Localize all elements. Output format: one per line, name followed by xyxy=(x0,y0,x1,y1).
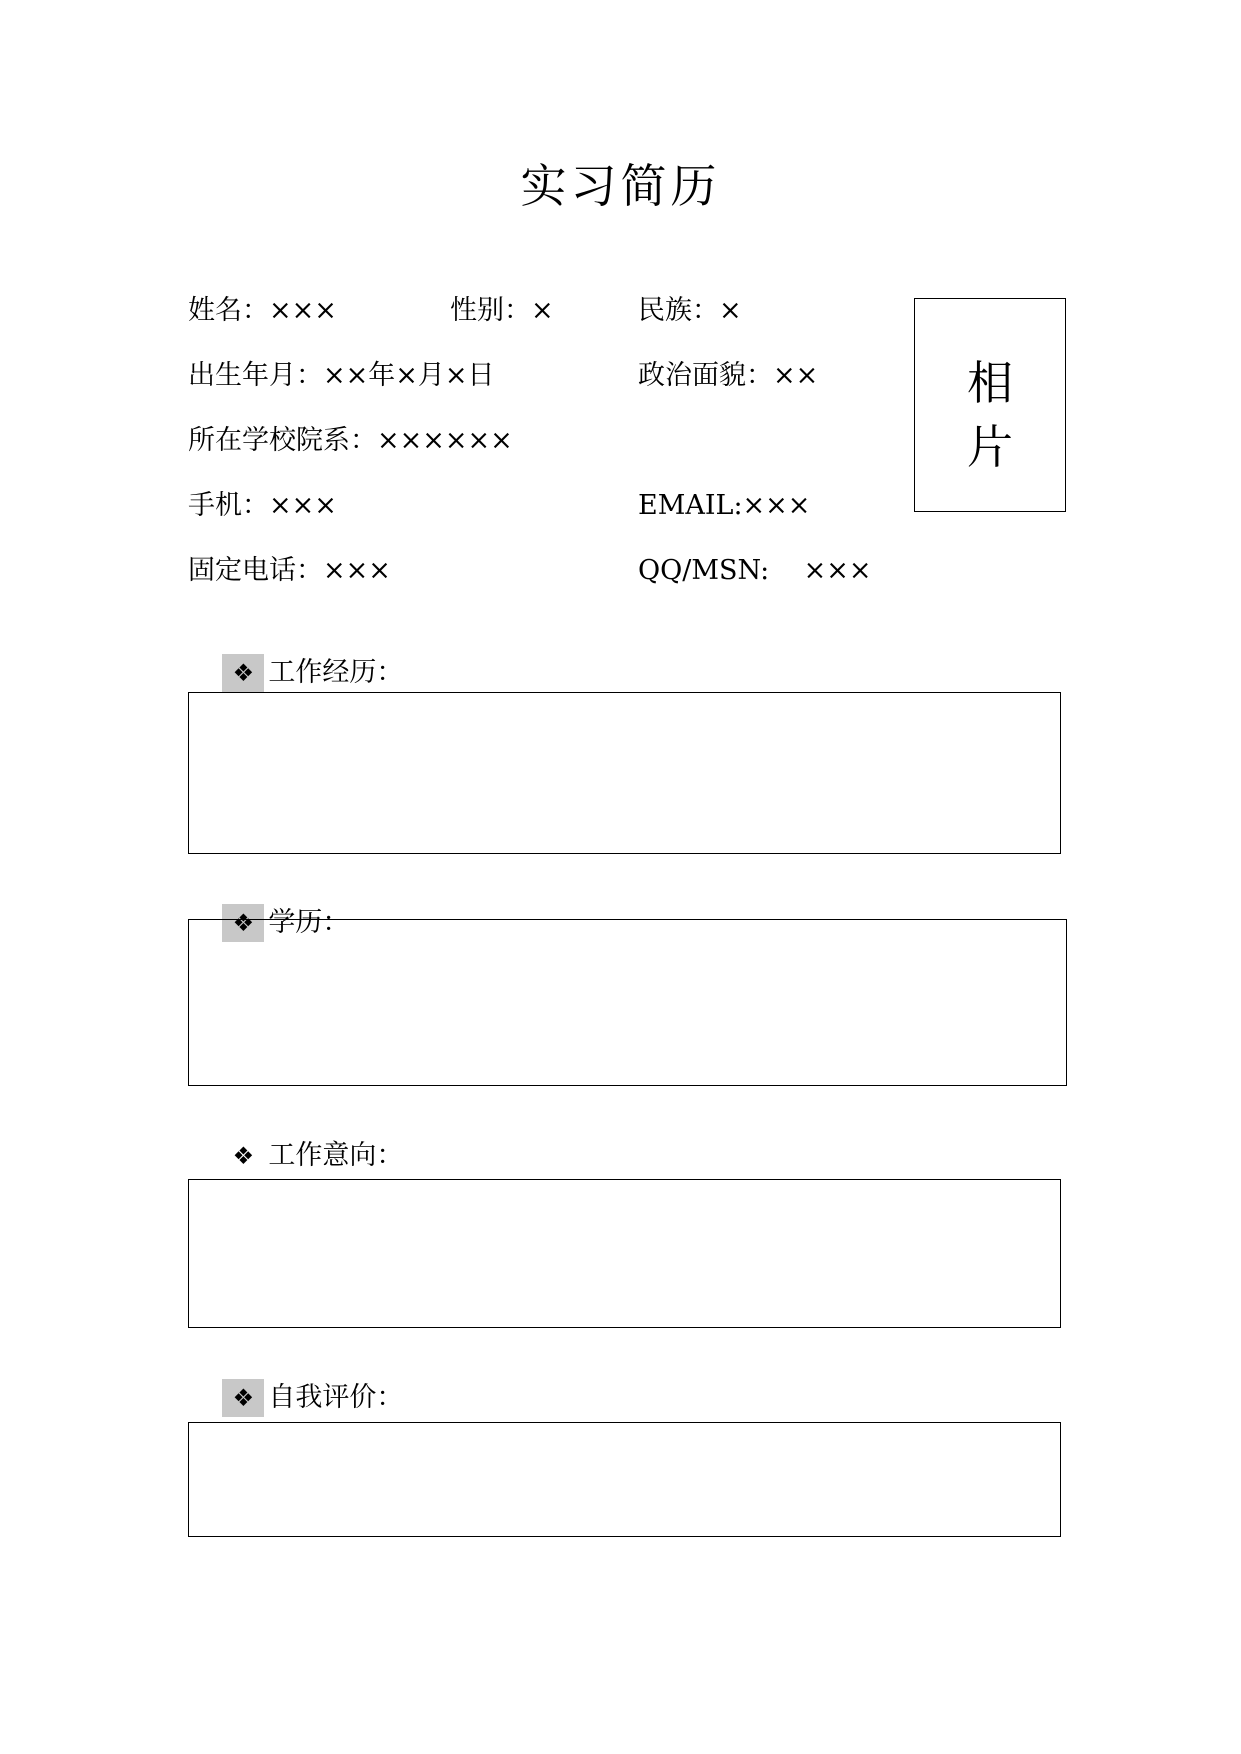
section-label: 学历： xyxy=(268,907,350,938)
email-field: EMAIL:××× xyxy=(638,490,811,521)
ethnicity-field: 民族：× xyxy=(638,295,742,326)
phone-field: 固定电话：××× xyxy=(188,555,391,586)
page-title: 实习简历 xyxy=(520,159,721,213)
section-self-evaluation xyxy=(188,1341,404,1413)
section-label: 自我评价： xyxy=(268,1382,404,1413)
section-education xyxy=(188,866,350,938)
school-field: 所在学校院系：×××××× xyxy=(188,425,513,456)
section-label: 工作经历： xyxy=(268,657,404,688)
gender-field: 性别：× xyxy=(450,295,554,326)
section-work-experience xyxy=(188,616,404,688)
section-label: 工作意向： xyxy=(268,1140,404,1171)
mobile-field: 手机：××× xyxy=(188,490,337,521)
photo-label-line1: 相 xyxy=(967,356,1013,410)
diamond-bullet-icon: ❖ xyxy=(222,1379,264,1417)
diamond-bullet-icon: ❖ xyxy=(222,654,264,692)
job-intention-box xyxy=(188,1179,1061,1328)
name-field: 姓名：××× xyxy=(188,295,337,326)
self-evaluation-box xyxy=(188,1422,1061,1537)
work-experience-box xyxy=(188,692,1061,854)
photo-placeholder xyxy=(914,298,1066,512)
diamond-bullet-icon: ❖ xyxy=(232,1142,255,1170)
diamond-bullet-icon: ❖ xyxy=(222,904,264,942)
qq-msn-field: QQ/MSN: ××× xyxy=(638,555,872,586)
photo-label-line2: 片 xyxy=(967,420,1013,474)
political-status-field: 政治面貌：×× xyxy=(638,360,819,391)
education-box xyxy=(188,919,1067,1086)
birth-field: 出生年月：××年×月×日 xyxy=(188,360,495,391)
section-job-intention xyxy=(188,1099,404,1171)
